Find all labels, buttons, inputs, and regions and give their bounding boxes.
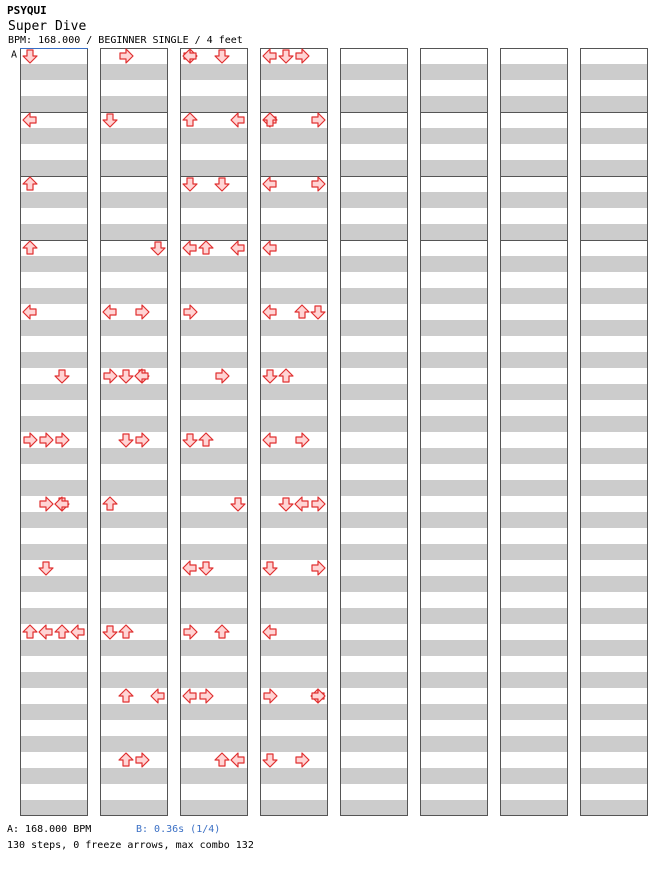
chart-column [500, 48, 568, 816]
chart-column [580, 48, 648, 816]
bpm-b-label: B: 0.36s (1/4) [136, 824, 221, 835]
chart-stats: 130 steps, 0 freeze arrows, max combo 132 [7, 840, 254, 851]
chart-info: BPM: 168.000 / BEGINNER SINGLE / 4 feet [8, 35, 243, 46]
bpm-a-label: A: 168.000 BPM [7, 824, 92, 835]
chart-column [20, 48, 88, 816]
chart-column [340, 48, 408, 816]
chart-column [420, 48, 488, 816]
section-marker-label: A [11, 49, 18, 61]
song-artist: PSYQUI [7, 4, 47, 17]
song-title: Super Dive [8, 19, 87, 34]
